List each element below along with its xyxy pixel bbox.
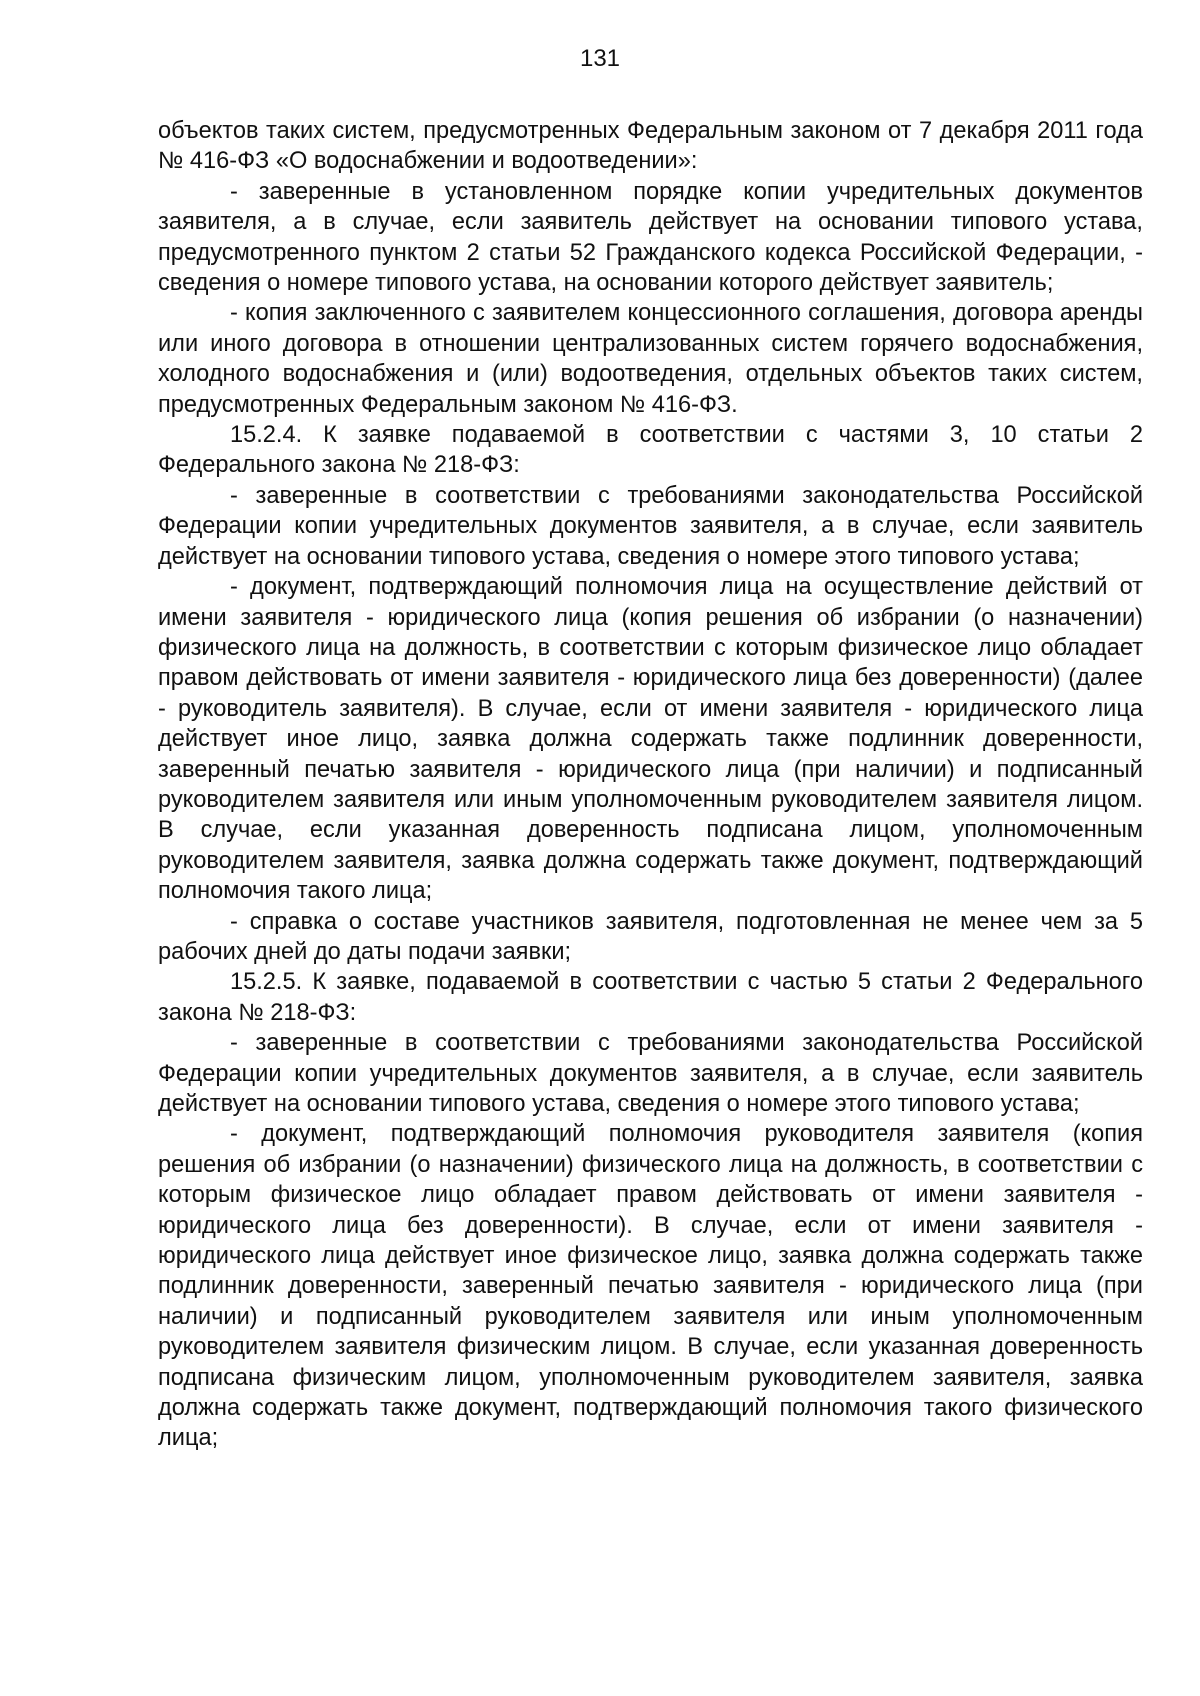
paragraph: объектов таких систем, предусмотренных Федеральным законом от 7 декабря 2011 года № 416-ФЗ «О водоснабжении и водоотведении»: xyxy=(158,118,1143,175)
document-body xyxy=(158,116,1143,1454)
paragraph: - документ, подтверждающий полномочия руководителя заявителя (копия решения об избрании (о назначении) физического лица на должность, в соответствии с которым физическое лицо обладает правом действовать от имени заявителя - юридического лица без доверенности). В случае, если от имени заявителя - юридического лица действует иное физическое лицо, заявка должна содержать также подлинник доверенности, заверенный печатью заявителя - юридического лица (при наличии) и подписанный руководителем заявителя или иным уполномоченным руководителем заявителя физическим лицом. В случае, если указанная доверенность подписана физическим лицом, уполномоченным руководителем заявителя, заявка должна содержать также документ, подтверждающий полномочия такого физического лица; xyxy=(158,1121,1143,1452)
paragraph: - заверенные в соответствии с требованиями законодательства Российской Федерации копии учредительных документов заявителя, а в случае, если заявитель действует на основании типового устава, сведения о номере этого типового устава; xyxy=(158,482,1143,570)
paragraph: - заверенные в установленном порядке копии учредительных документов заявителя, а в случае, если заявитель действует на основании типового устава, предусмотренного пунктом 2 статьи 52 Гражданского кодекса Российской Федерации, - сведения о номере типового устава, на основании которого действует заявитель; xyxy=(158,178,1143,297)
paragraph: - копия заключенного с заявителем концессионного соглашения, договора аренды или иного договора в отношении централизованных систем горячего водоснабжения, холодного водоснабжения и (или) водоотведения, отдельных объектов таких систем, предусмотренных Федеральным законом № 416-ФЗ. xyxy=(158,300,1143,418)
paragraph: 15.2.4. К заявке подаваемой в соответствии с частями 3, 10 статьи 2 Федерального закона № 218-ФЗ: xyxy=(158,422,1143,479)
page-number: 131 xyxy=(579,45,621,72)
paragraph: - документ, подтверждающий полномочия лица на осуществление действий от имени заявителя - юридического лица (копия решения об избрании (о назначении) физического лица на должность, в соответствии с которым физическое лицо обладает правом действовать от имени заявителя - юридического лица без доверенности) (далее - руководитель заявителя). В случае, если от имени заявителя - юридического лица действует иное лицо, заявка должна содержать также подлинник доверенности, заверенный печатью заявителя - юридического лица (при наличии) и подписанный руководителем заявителя или иным уполномоченным руководителем заявителя лицом. В случае, если указанная доверенность подписана лицом, уполномоченным руководителем заявителя, заявка должна содержать также документ, подтверждающий полномочия такого лица; xyxy=(158,574,1143,905)
paragraph: - справка о составе участников заявителя, подготовленная не менее чем за 5 рабочих дней до даты подачи заявки; xyxy=(158,908,1143,965)
paragraph: - заверенные в соответствии с требованиями законодательства Российской Федерации копии учредительных документов заявителя, а в случае, если заявитель действует на основании типового устава, сведения о номере этого типового устава; xyxy=(158,1030,1143,1117)
paragraph: 15.2.5. К заявке, подаваемой в соответствии с частью 5 статьи 2 Федерального закона № 218-ФЗ: xyxy=(158,969,1143,1026)
